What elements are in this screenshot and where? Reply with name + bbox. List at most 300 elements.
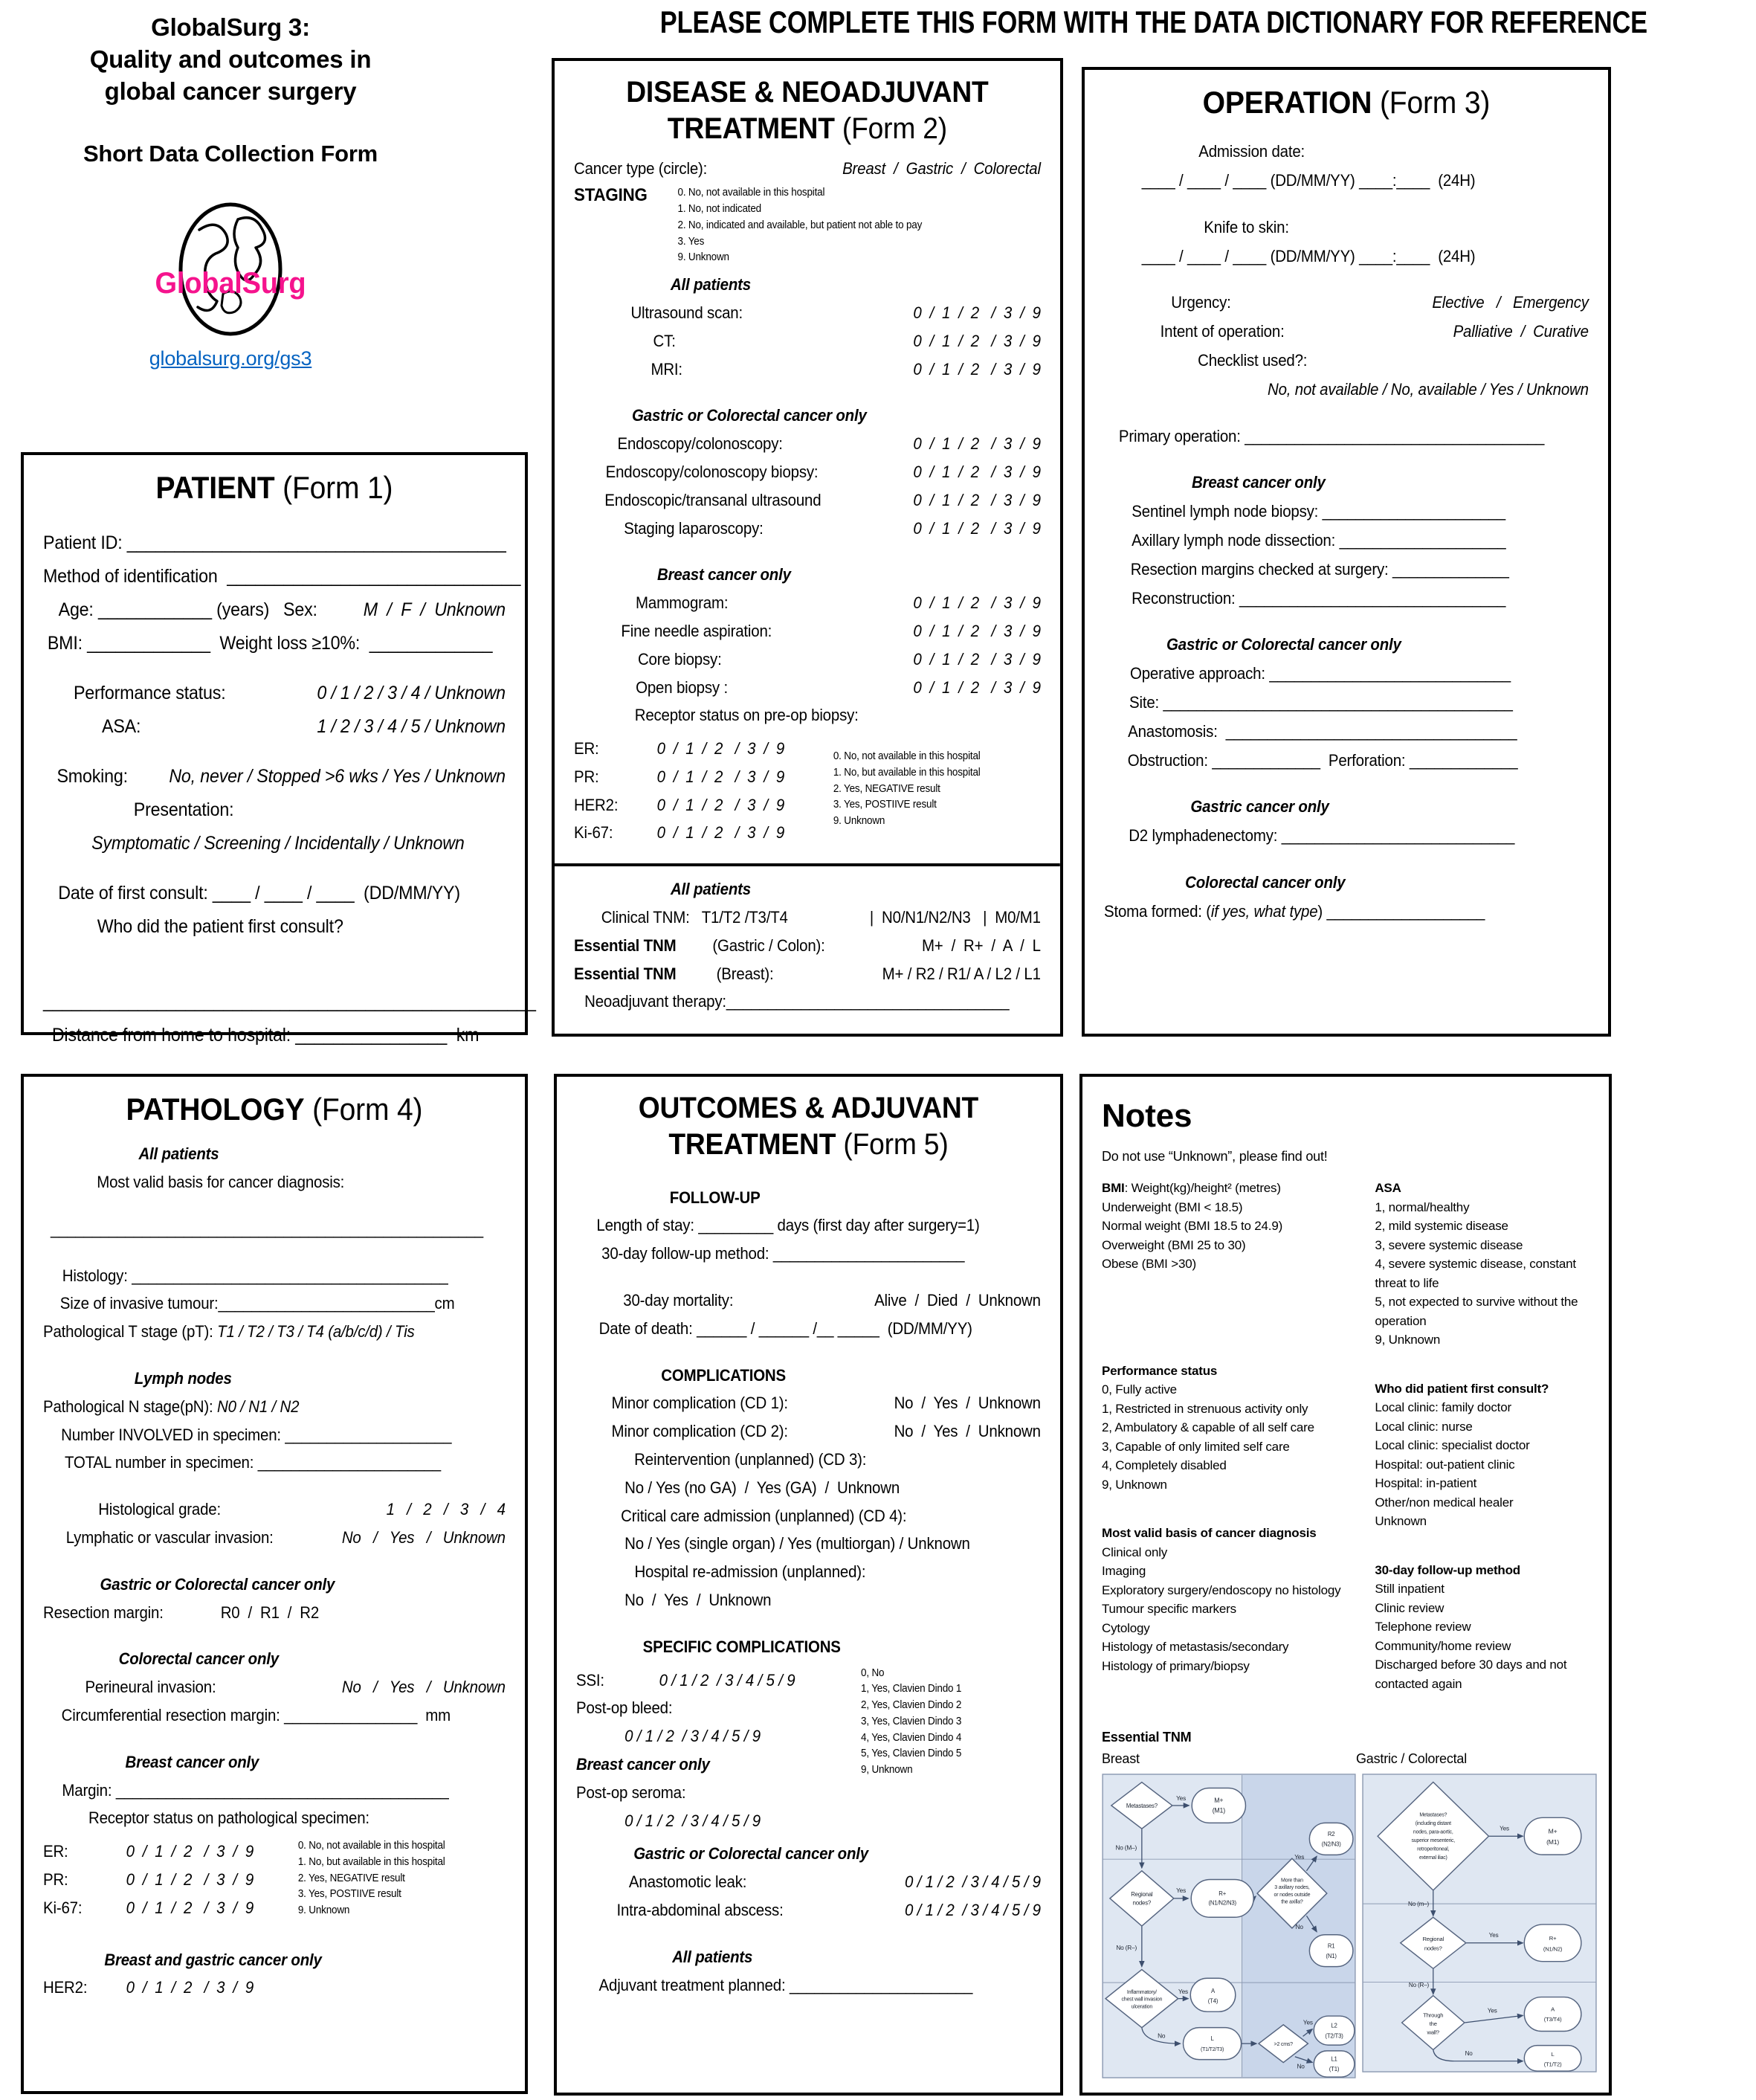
- fc-t: retroperitoneal,: [1417, 1846, 1450, 1852]
- fc-t: or nodes outside: [1274, 1892, 1311, 1898]
- brand-logo-text: GlobalSurg: [155, 266, 306, 300]
- fc-t: R+: [1218, 1890, 1227, 1897]
- form-row: [574, 620, 1041, 643]
- field-options: 0 / 1 / 2 / 3 / 9: [913, 434, 1041, 454]
- performance-status-block: [1102, 1362, 1375, 1495]
- fc-t: A: [1211, 1987, 1216, 1994]
- form-row: [574, 489, 1041, 512]
- field-label: Pathological T stage (pT):: [43, 1322, 218, 1342]
- field-label: Gastric or Colorectal cancer only: [633, 1844, 868, 1864]
- form-row: [574, 906, 1041, 930]
- fc-t: (N1/N2/N3): [1208, 1899, 1236, 1907]
- field-label: BMI: _____________ Weight loss ≥10%: _____________: [47, 633, 493, 654]
- clavien-note: 3, Yes, Clavien Dindo 3: [861, 1715, 962, 1727]
- notes-intro: Do not use “Unknown”, please find out!: [1102, 1149, 1328, 1164]
- note-item: Cytology: [1102, 1620, 1150, 1635]
- field-options: No / Yes / Unknown: [341, 1528, 506, 1547]
- note-item: Normal weight (BMI 18.5 to 24.9): [1102, 1219, 1283, 1233]
- fc-t: L: [1210, 2035, 1214, 2043]
- gastro-chart-label: Gastric / Colorectal: [1356, 1751, 1468, 1766]
- receptor-label: PR:: [43, 1869, 68, 1889]
- form-row: [576, 1449, 1041, 1472]
- form-row: [576, 1214, 1041, 1237]
- form-row: [574, 592, 1041, 615]
- form-row: [574, 330, 1041, 353]
- receptor-note: 1. No, but available in this hospital: [297, 1855, 445, 1868]
- form5-title: OUTCOMES & ADJUVANT TREATMENT (Form 5): [638, 1092, 979, 1161]
- complication-row: [576, 1725, 861, 1748]
- brand-block: [22, 12, 439, 370]
- field-options: M+ / R2 / R1/ A / L2 / L1: [882, 964, 1041, 983]
- field-label: Receptor status on pre-op biopsy:: [634, 706, 859, 725]
- note-item: Local clinic: family doctor: [1375, 1400, 1511, 1414]
- field-label: Breast cancer only: [125, 1752, 259, 1771]
- note-item: Local clinic: nurse: [1375, 1419, 1473, 1434]
- field-options: 0 / 1 / 2 / 3 / 4 / 5 / 9: [904, 1872, 1041, 1892]
- node-m1: [1192, 1788, 1245, 1823]
- cancer-type-label: Cancer type (circle):: [574, 158, 708, 178]
- form-row: [43, 764, 506, 790]
- field-label: Knife to skin:: [1204, 217, 1289, 236]
- form-row: [43, 597, 506, 623]
- fc-t: Metastases?: [1419, 1812, 1447, 1818]
- fc-t: external iliac): [1418, 1855, 1447, 1861]
- field-label: Colorectal cancer only: [118, 1649, 279, 1669]
- field-label: Most valid basis for cancer diagnosis:: [97, 1173, 345, 1192]
- receptor-row: [574, 794, 833, 817]
- operation-form-box: [1082, 67, 1611, 1037]
- form-row: [1104, 292, 1589, 315]
- complication-row: [576, 1753, 861, 1777]
- bmi-head: BMI: [1102, 1181, 1125, 1195]
- note-item: 2, Ambulatory & capable of all self care: [1102, 1420, 1314, 1434]
- field-options: 0 / 1 / 2 / 3 / 9: [913, 331, 1041, 350]
- clavien-note: 1, Yes, Clavien Dindo 1: [861, 1683, 962, 1695]
- field-label: Endoscopy/colonoscopy:: [617, 434, 783, 454]
- fc-t: (T1/T2): [1543, 2061, 1562, 2068]
- field-label: Admission date:: [1198, 142, 1305, 161]
- field-options: 0 / 1 / 2 / 3 / 4 / Unknown: [317, 683, 506, 704]
- note-item: Histology of metastasis/secondary: [1102, 1640, 1289, 1654]
- receptor-note: 0. No, not available in this hospital: [297, 1840, 445, 1852]
- form-row: [43, 1977, 506, 2000]
- fc-t: wall?: [1427, 2029, 1440, 2036]
- fc-t: No (M–): [1115, 1843, 1137, 1852]
- field-label: Histological grade:: [98, 1500, 221, 1519]
- form-row: [1104, 500, 1589, 524]
- staging-block: [574, 185, 1041, 266]
- receptor-row: [574, 738, 833, 761]
- note-item: Imaging: [1102, 1564, 1146, 1578]
- receptor-row: [574, 766, 833, 789]
- form4-title: PATHOLOGY (Form 4): [126, 1092, 423, 1127]
- receptor-label: ER:: [43, 1842, 68, 1861]
- field-label: SPECIFIC COMPLICATIONS: [642, 1637, 841, 1656]
- form-row: [43, 1143, 506, 1166]
- field-options: 1 / 2 / 3 / 4 / 5 / Unknown: [317, 716, 506, 738]
- form-row: [576, 1843, 1041, 1866]
- field-label: Gastric or Colorectal cancer only: [1166, 635, 1401, 654]
- node-r1: [1309, 1935, 1353, 1967]
- receptor-notes: [298, 1838, 506, 1919]
- form-row: [576, 1636, 1041, 1659]
- node-rplus: [1191, 1880, 1253, 1918]
- field-options: 0 / 1 / 2 / 3 / 9: [913, 621, 1041, 640]
- node-a: [1524, 1997, 1581, 2032]
- page-instruction: PLEASE COMPLETE THIS FORM WITH THE DATA DICTIONARY FOR REFERENCE: [659, 4, 1647, 39]
- receptor-options: 0 / 1 / 2 / 3 / 9: [656, 795, 785, 814]
- field-label: COMPLICATIONS: [661, 1365, 786, 1385]
- receptor-note: 9. Unknown: [833, 815, 885, 828]
- field-label: Core biopsy:: [637, 649, 722, 669]
- clavien-note: 5, Yes, Clavien Dindo 5: [861, 1748, 962, 1760]
- form-row: [574, 405, 1041, 428]
- fc-t: (M1): [1212, 1806, 1225, 1814]
- field-inline-italic: N0 / N1 / N2: [216, 1397, 300, 1416]
- fc-t: the axilla?: [1281, 1899, 1303, 1905]
- field-label: Lymphatic or vascular invasion:: [65, 1528, 274, 1547]
- form-row: [43, 1949, 506, 1972]
- field-label: Margin: ________________________________________: [62, 1780, 449, 1800]
- fc-t: M+: [1548, 1827, 1558, 1835]
- note-item: Underweight (BMI < 18.5): [1102, 1199, 1243, 1214]
- field-options: No / Yes / Unknown: [894, 1394, 1041, 1413]
- field-label: CT:: [653, 331, 676, 350]
- clavien-note: 0, No: [861, 1666, 885, 1679]
- field-options: | N0/N1/N2/N3 | M0/M1: [869, 908, 1041, 927]
- field-label: Number INVOLVED in specimen: ____________________: [61, 1425, 452, 1444]
- fc-t: (M1): [1546, 1838, 1560, 1846]
- note-item: 4, severe systemic disease, constant threat to life: [1375, 1257, 1576, 1290]
- form-row: [43, 1498, 506, 1521]
- fc-t: Yes: [1303, 2018, 1313, 2026]
- staging-label: STAGING: [574, 185, 648, 206]
- form-row: [576, 1392, 1041, 1415]
- field-label: Operative approach: _____________________________: [1129, 664, 1511, 683]
- form-row: [574, 935, 1041, 958]
- gastro-tnm-flowchart: [1362, 1774, 1597, 2072]
- field-label: Breast and gastric cancer only: [104, 1950, 322, 1969]
- staging-note: 9. Unknown: [677, 251, 729, 264]
- fc-t: Yes: [1178, 1987, 1188, 1995]
- section-divider: [555, 863, 1060, 866]
- bmi-head-rest: : Weight(kg)/height² (metres): [1124, 1181, 1281, 1195]
- receptor-label: Ki-67:: [574, 823, 613, 843]
- note-item: Histology of primary/biopsy: [1102, 1658, 1250, 1673]
- form-row: [43, 1218, 506, 1241]
- fc-t: No (m–): [1408, 1901, 1430, 1908]
- field-label: Size of invasive tumour:__________________________cm: [59, 1294, 455, 1313]
- field-label: Date of death: ______ / ______ /__ _____ (DD/MM/YY): [598, 1318, 972, 1338]
- form-row: [1104, 587, 1589, 611]
- fc-t: chest wall invasion: [1121, 1997, 1163, 2003]
- field-label: Breast cancer only: [657, 565, 791, 584]
- note-item: Clinic review: [1375, 1600, 1444, 1615]
- receptor-row: [43, 1840, 298, 1864]
- form-row: [43, 914, 506, 940]
- field-label: Date of first consult: ____ / ____ / ____ (DD/MM/YY): [58, 883, 460, 904]
- field-label: Age: ____________ (years) Sex:: [58, 599, 317, 621]
- note-item: Exploratory surgery/endoscopy no histology: [1102, 1582, 1341, 1597]
- receptor-note: 2. Yes, NEGATIVE result: [297, 1872, 405, 1884]
- note-item: Tumour specific markers: [1102, 1602, 1236, 1616]
- field-options: M+ / R+ / A / L: [921, 935, 1041, 955]
- form-row: [1104, 379, 1589, 402]
- fc-t: Through: [1423, 2012, 1444, 2019]
- fc-t: No: [1465, 2050, 1473, 2058]
- field-label: HER2:: [43, 1978, 88, 1997]
- form-row: [576, 1318, 1041, 1341]
- node-r2: [1309, 1823, 1353, 1855]
- field-label: Mammogram:: [636, 593, 729, 613]
- field-label: FOLLOW-UP: [669, 1188, 761, 1207]
- note-item: 4, Completely disabled: [1102, 1458, 1227, 1472]
- field-options: Palliative / Curative: [1453, 322, 1589, 341]
- complication-options: 0 / 1 / 2 / 3 / 4 / 5 / 9: [624, 1727, 761, 1746]
- field-label: Gastric or Colorectal cancer only: [632, 406, 867, 425]
- node-l: [1524, 2046, 1581, 2071]
- receptor-note: 1. No, but available in this hospital: [833, 766, 981, 779]
- field-options: 0 / 1 / 2 / 3 / 9: [913, 518, 1041, 538]
- fc-t: No: [1295, 1922, 1303, 1930]
- form-row: [574, 274, 1041, 297]
- field-label: Receptor status on pathological specimen:: [88, 1808, 369, 1828]
- fc-t: Yes: [1488, 1932, 1499, 1939]
- cancer-type-row: [574, 158, 1041, 181]
- complication-options: 0 / 1 / 2 / 3 / 4 / 5 / 9: [659, 1670, 795, 1690]
- receptor-options: 0 / 1 / 2 / 3 / 9: [656, 823, 785, 843]
- field-label: Colorectal cancer only: [1185, 872, 1346, 892]
- receptor-options: 0 / 1 / 2 / 3 / 9: [126, 1842, 254, 1861]
- complication-label: Breast cancer only: [576, 1754, 710, 1774]
- field-label: Who did the patient first consult?: [97, 916, 343, 938]
- fc-t: the: [1429, 2020, 1437, 2027]
- field-label: Site: __________________________________________: [1129, 692, 1513, 712]
- form-row: [43, 1807, 506, 1830]
- form-row: [576, 1289, 1041, 1312]
- form-row: [574, 564, 1041, 587]
- field-label: Minor complication (CD 2):: [611, 1422, 788, 1441]
- form-row: [574, 878, 1041, 901]
- study-title: [22, 12, 439, 108]
- form-row: [43, 1648, 506, 1671]
- form-row: [43, 1265, 506, 1288]
- clavien-notes: [861, 1666, 1041, 1779]
- note-item: Local clinic: specialist doctor: [1375, 1438, 1530, 1452]
- fc-t: ulceration: [1131, 2004, 1153, 2010]
- form-row: [1104, 872, 1589, 895]
- clavien-note: 2, Yes, Clavien Dindo 2: [861, 1699, 962, 1712]
- fc-t: R1: [1327, 1942, 1335, 1950]
- receptor-note: 9. Unknown: [297, 1904, 350, 1917]
- form-row: [43, 631, 506, 657]
- form-row: [574, 963, 1041, 986]
- field-label: Neoadjuvant therapy:__________________________________: [584, 992, 1010, 1011]
- note-item: 5, not expected to survive without the operation: [1375, 1295, 1578, 1328]
- field-label: Reintervention (unplanned) (CD 3):: [634, 1449, 867, 1469]
- first-consult-block: [1375, 1379, 1589, 1531]
- cancer-type-options: Breast / Gastric / Colorectal: [842, 158, 1041, 178]
- form-row: [43, 1704, 506, 1727]
- fc-t: L: [1551, 2050, 1555, 2058]
- form-row: [574, 648, 1041, 671]
- field-label: Pathological N stage(pN):: [43, 1397, 217, 1416]
- valid-basis-head: Most valid basis of cancer diagnosis: [1102, 1526, 1317, 1540]
- note-item: 2, mild systemic disease: [1375, 1219, 1508, 1233]
- field-label: Breast cancer only: [1192, 473, 1326, 492]
- form-row: [1104, 170, 1589, 193]
- staging-note: 0. No, not available in this hospital: [677, 187, 825, 199]
- breast-chart-label: Breast: [1102, 1751, 1140, 1766]
- staging-note: 1. No, not indicated: [677, 203, 761, 216]
- field-label: All patients: [670, 275, 751, 294]
- fc-t: No: [1297, 2062, 1305, 2070]
- form-row: [43, 1751, 506, 1774]
- complication-row: [576, 1697, 861, 1720]
- field-label: Open biopsy :: [636, 677, 728, 697]
- form-row: [43, 530, 506, 556]
- form-row: [574, 302, 1041, 325]
- complication-row: [576, 1669, 861, 1692]
- fc-t: Yes: [1487, 2007, 1497, 2014]
- field-options: 0 / 1 / 2 / 3 / 9: [913, 593, 1041, 613]
- complication-label: SSI:: [576, 1670, 604, 1690]
- fc-t: R2: [1327, 1830, 1335, 1838]
- fc-t: nodes?: [1424, 1945, 1442, 1952]
- field-label: Smoking:: [57, 766, 128, 788]
- note-item: Discharged before 30 days and not contacted again: [1375, 1658, 1567, 1691]
- form-row: [574, 518, 1041, 541]
- followup-method-block: [1375, 1561, 1589, 1694]
- field-label: Histology: ______________________________________: [62, 1266, 448, 1285]
- node-rplus: [1524, 1925, 1581, 1962]
- essential-tnm-heading: Essential TNM: [1102, 1730, 1192, 1745]
- valid-basis-block: [1102, 1524, 1375, 1675]
- field-options: Alive / Died / Unknown: [874, 1290, 1041, 1310]
- form-row: [1104, 750, 1589, 773]
- form3-title: OPERATION (Form 3): [1202, 85, 1491, 120]
- form-row: [574, 677, 1041, 700]
- note-item: 3, severe systemic disease: [1375, 1237, 1523, 1252]
- field-label: Length of stay: _________ days (first day after surgery=1): [596, 1216, 980, 1235]
- field-label: Method of identification _______________________________: [43, 566, 521, 587]
- receptor-block: [574, 732, 1041, 850]
- field-label: Primary operation: ____________________________________: [1118, 426, 1545, 445]
- field-label: Minor complication (CD 1):: [611, 1394, 788, 1413]
- field-inline-italic: T1 / T2 / T3 / T4 (a/b/c/d) / Tis: [217, 1322, 415, 1342]
- form-row: [1104, 825, 1589, 848]
- field-label: ASA:: [102, 716, 141, 738]
- field-label: ____ / ____ / ____ (DD/MM/YY) ____:____ (24H): [1141, 246, 1476, 265]
- field-label: No / Yes (single organ) / Yes (multiorgan) / Unknown: [624, 1534, 970, 1553]
- receptor-options: 0 / 1 / 2 / 3 / 9: [126, 1898, 254, 1917]
- receptor-note: 0. No, not available in this hospital: [833, 750, 981, 763]
- form-row: [1104, 471, 1589, 495]
- note-item: Clinical only: [1102, 1545, 1168, 1559]
- fc-t: (T3/T4): [1543, 2016, 1562, 2023]
- receptor-note: 3. Yes, POSTIIVE result: [833, 799, 937, 811]
- fc-t: Regional: [1131, 1890, 1153, 1898]
- form-row: [43, 1321, 506, 1344]
- pathology-form-box: [21, 1074, 528, 2094]
- specific-complications-block: [576, 1664, 1041, 1838]
- form-row: [1104, 216, 1589, 239]
- fc-t: Yes: [1294, 1853, 1305, 1861]
- field-options: 0 / 1 / 2 / 3 / 4 / 5 / 9: [904, 1900, 1041, 1919]
- form-row: [43, 680, 506, 706]
- form-row: [1104, 425, 1589, 448]
- field-label: Stoma formed: (: [1104, 901, 1211, 921]
- field-label: Checklist used?:: [1198, 351, 1308, 370]
- note-item: Telephone review: [1375, 1620, 1471, 1634]
- form-row: [43, 1574, 506, 1597]
- form-row: [576, 1899, 1041, 1922]
- fc-t: L2: [1331, 2022, 1337, 2029]
- form-row: [1104, 321, 1589, 344]
- note-item: Overweight (BMI 25 to 30): [1102, 1237, 1246, 1252]
- field-label: Performance status:: [73, 683, 226, 704]
- complication-row: [576, 1810, 861, 1833]
- asa-block: [1375, 1179, 1589, 1350]
- brand-logo: [22, 199, 439, 340]
- field-options: M / F / Unknown: [363, 599, 506, 621]
- notes-title: Notes: [1102, 1098, 1192, 1134]
- fc-t: Metastases?: [1126, 1802, 1158, 1809]
- note-item: 0, Fully active: [1102, 1382, 1177, 1397]
- field-label: (Breast):: [712, 964, 774, 983]
- receptor-row: [43, 1897, 298, 1920]
- outcomes-form-box: [554, 1074, 1063, 2096]
- field-label-bold: Essential TNM: [574, 964, 677, 983]
- note-item: Obese (BMI >30): [1102, 1257, 1196, 1271]
- receptor-label: ER:: [574, 739, 599, 758]
- receptor-options: 0 / 1 / 2 / 3 / 9: [656, 739, 785, 758]
- field-label: Fine needle aspiration:: [621, 621, 772, 640]
- fc-t: Yes: [1500, 1825, 1509, 1832]
- form-row: [43, 714, 506, 740]
- field-label: Reconstruction: ________________________________: [1132, 588, 1506, 608]
- field-label: Intra-abdominal abscess:: [616, 1900, 784, 1919]
- form-row: [43, 1022, 506, 1049]
- note-item: Unknown: [1375, 1514, 1427, 1528]
- form-row: [1104, 663, 1589, 686]
- fc-t: Yes: [1176, 1794, 1187, 1803]
- form-row: [1104, 901, 1589, 924]
- staging-note: 2. No, indicated and available, but patient not able to pay: [677, 219, 923, 231]
- form-row: [576, 1946, 1041, 1969]
- form-row: [43, 1527, 506, 1550]
- form-row: [43, 880, 506, 906]
- receptor-note: 3. Yes, POSTIIVE result: [297, 1888, 401, 1901]
- fc-t: Inflammatory/: [1126, 1989, 1157, 1995]
- form-row: [1104, 350, 1589, 373]
- form-row: [574, 461, 1041, 484]
- note-item: Still inpatient: [1375, 1582, 1444, 1596]
- field-label: Urgency:: [1171, 293, 1231, 312]
- globalsurg-link[interactable]: globalsurg.org/gs3: [149, 347, 312, 370]
- form-row: [1104, 529, 1589, 553]
- clavien-note: 4, Yes, Clavien Dindo 4: [861, 1731, 962, 1744]
- followup-method-head: 30-day follow-up method: [1375, 1562, 1520, 1577]
- form-row: [43, 1396, 506, 1419]
- receptor-label: HER2:: [574, 795, 619, 814]
- form-row: [1104, 796, 1589, 819]
- field-label: Gastric cancer only: [1190, 797, 1329, 817]
- field-label-bold: Essential TNM: [574, 935, 677, 955]
- field-label: Staging laparoscopy:: [624, 518, 764, 538]
- study-title-line: Quality and outcomes in: [89, 45, 372, 73]
- note-item: 1, normal/healthy: [1375, 1199, 1470, 1214]
